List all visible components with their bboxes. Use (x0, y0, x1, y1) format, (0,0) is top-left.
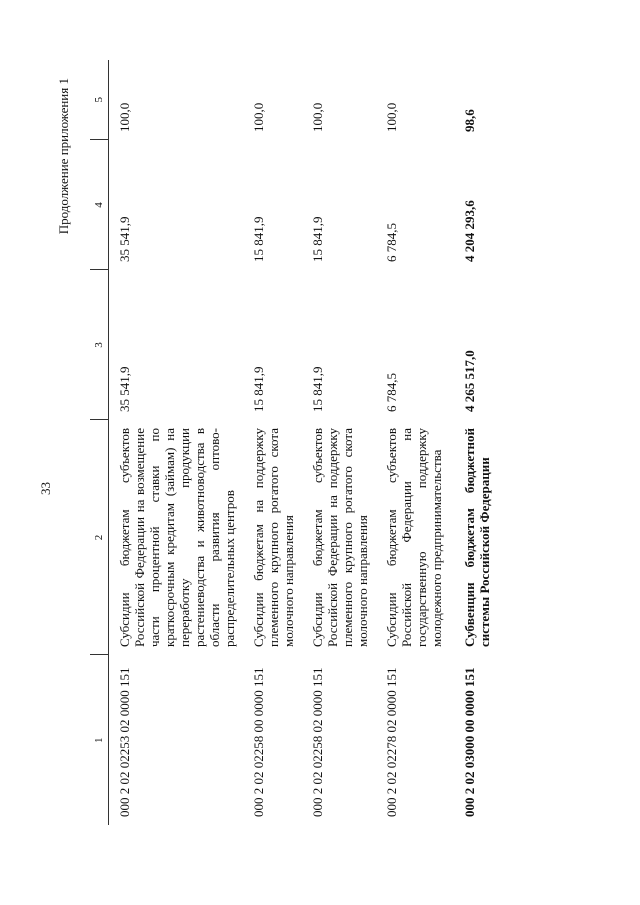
budget-code: 000 2 02 02258 02 0000 151 (310, 667, 325, 817)
planned-amount: 15 841,9 (251, 366, 266, 412)
budget-code: 000 2 02 02278 02 0000 151 (384, 667, 399, 817)
execution-percent: 100,0 (310, 102, 325, 132)
column-number: 4 (90, 140, 109, 270)
item-name: Субвенции бюджетам бюджетной системы Российской Федерации (462, 428, 492, 647)
column-number: 2 (90, 420, 109, 655)
execution-percent: 98,6 (462, 109, 477, 132)
execution-percent: 100,0 (251, 102, 266, 132)
appendix-table (90, 60, 498, 825)
table-row (243, 60, 302, 825)
executed-amount: 6 784,5 (384, 223, 399, 262)
budget-code: 000 2 02 02258 00 0000 151 (251, 667, 266, 817)
execution-percent: 100,0 (117, 102, 132, 132)
item-name: Субсидии бюджетам субъектов Российской Федерации на возмещение части процентной ставки по краткосрочным кредитам (займам) на переработку продукции растениеводства и животноводства в области развития оптово-распределительных центров (117, 428, 237, 647)
column-number: 3 (90, 270, 109, 420)
table-row (302, 60, 376, 825)
planned-amount: 35 541,9 (117, 366, 132, 412)
column-number-row (90, 60, 109, 825)
executed-amount: 4 204 293,6 (462, 200, 477, 262)
column-number: 1 (90, 655, 109, 825)
table-row (109, 60, 244, 825)
table-header (90, 60, 109, 825)
executed-amount: 15 841,9 (310, 216, 325, 262)
planned-amount: 15 841,9 (310, 366, 325, 412)
item-name: Субсидии бюджетам субъектов Российской Федерации на государственную поддержку молодежного предпринимательства (384, 428, 444, 647)
table-row (376, 60, 450, 825)
item-name: Субсидии бюджетам субъектов Российской Федерации на поддержку племенного крупного рогатого скота молочного направления (310, 428, 370, 647)
item-name: Субсидии бюджетам на поддержку племенного крупного рогатого скота молочного направления (251, 428, 296, 647)
planned-amount: 4 265 517,0 (462, 350, 477, 412)
planned-amount: 6 784,5 (384, 373, 399, 412)
execution-percent: 100,0 (384, 102, 399, 132)
continuation-label: Продолжение приложения 1 (56, 78, 71, 235)
column-number: 5 (90, 60, 109, 140)
executed-amount: 15 841,9 (251, 216, 266, 262)
page-number: 33 (38, 482, 53, 495)
budget-code: 000 2 02 03000 00 0000 151 (462, 667, 477, 817)
total-row (450, 60, 498, 825)
executed-amount: 35 541,9 (117, 216, 132, 262)
budget-code: 000 2 02 02253 02 0000 151 (117, 667, 132, 817)
